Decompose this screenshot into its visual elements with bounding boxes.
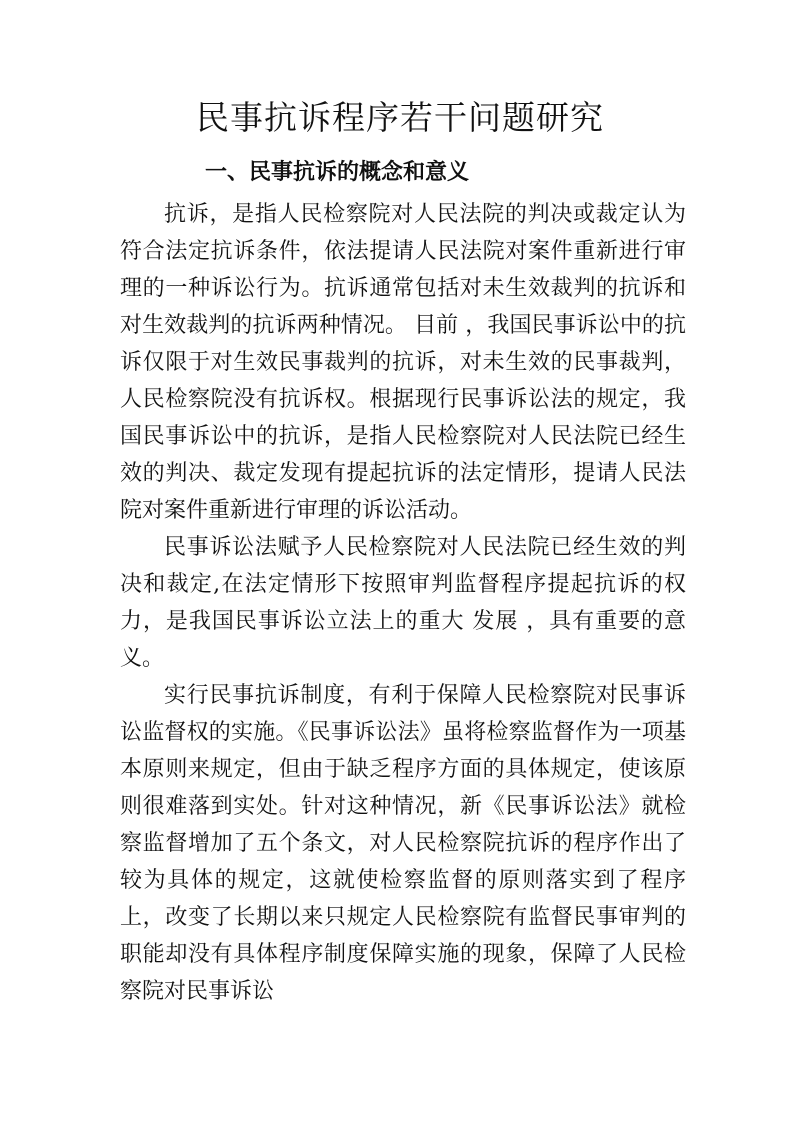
paragraph-definition: 抗诉，是指人民检察院对人民法院的判决或裁定认为符合法定抗诉条件，依法提请人民法院对案件重新进行审理的一种诉讼行为。抗诉通常包括对未生效裁判的抗诉和对生效裁判的抗诉两种情况。 目前 ，我国民事诉讼中的抗诉仅限于对生效民事裁判的抗诉，对未生效的民事裁判，人民检察院没有抗诉权。根据现行民事诉讼法的规定，我国民事诉讼中的抗诉，是指人民检察院对人民法院已经生效的判决、裁定发现有提起抗诉的法定情形，提请人民法院对案件重新进行审理的诉讼活动。	[120, 202, 686, 523]
body-text	[120, 196, 686, 1010]
paragraph-significance: 实行民事抗诉制度，有利于保障人民检察院对民事诉讼监督权的实施。《民事诉讼法》虽将检察监督作为一项基本原则来规定，但由于缺乏程序方面的具体规定，使该原则很难落到实处。针对这种情况，新《民事诉讼法》就检察监督增加了五个条文，对人民检察院抗诉的程序作出了较为具体的规定，这就使检察监督的原则落实到了程序上，改变了长期以来只规定人民检察院有监督民事审判的职能却没有具体程序制度保障实施的现象，保障了人民检察院对民事诉讼	[120, 683, 686, 1004]
section-heading: 一、民事抗诉的概念和意义	[205, 159, 470, 185]
document-title: 民事抗诉程序若干问题研究	[196, 98, 604, 137]
paragraph-legal-basis: 民事诉讼法赋予人民检察院对人民法院已经生效的判决和裁定,在法定情形下按照审判监督程序提起抗诉的权力，是我国民事诉讼立法上的重大 发展 ，具有重要的意义。	[120, 535, 686, 671]
